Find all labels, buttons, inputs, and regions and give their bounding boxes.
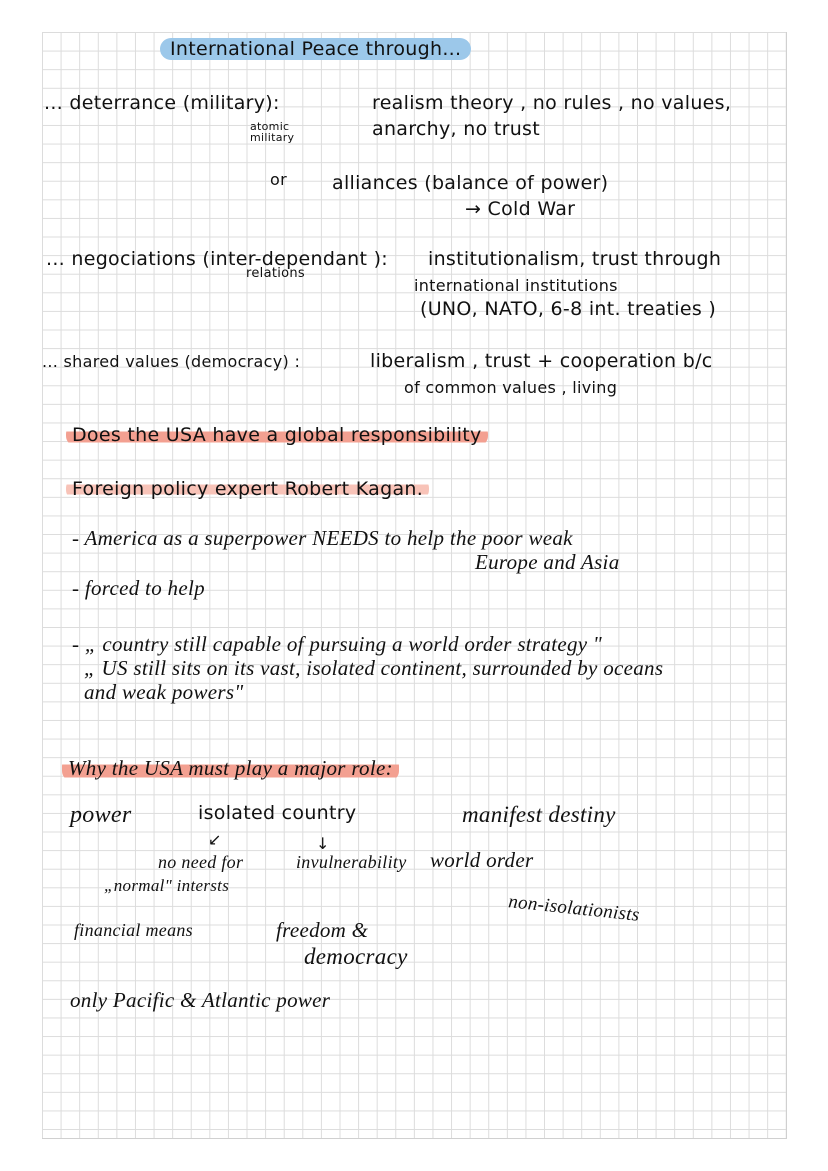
institutionalism-text: institutionalism, trust through — [428, 248, 722, 270]
manifest-destiny-text: manifest destiny — [462, 802, 616, 827]
section-heading-responsibility: Does the USA have a global responsibility — [66, 424, 488, 446]
realism-text: realism theory , no rules , no values, — [372, 92, 732, 114]
freedom-text: freedom & — [276, 918, 369, 942]
bullet-forced: - forced to help — [72, 576, 205, 600]
page-title: International Peace through... — [160, 38, 471, 60]
treaties-text: (UNO, NATO, 6-8 int. treaties ) — [420, 298, 717, 320]
bullet-superpower: - America as a superpower NEEDS to help the poor weak — [72, 526, 573, 550]
relations-note: relations — [246, 266, 306, 281]
power-text: power — [70, 802, 132, 828]
section-heading-major-role: Why the USA must play a major role: — [62, 756, 399, 781]
cold-war-text: → Cold War — [465, 198, 576, 220]
common-values-text: of common values , living — [404, 378, 618, 397]
or-text: or — [270, 170, 287, 189]
alliances-text: alliances (balance of power) — [332, 172, 609, 194]
pacific-atlantic-text: only Pacific & Atlantic power — [70, 988, 331, 1012]
bullet-quote: - „ country still capable of pursuing a world order strategy " — [72, 632, 603, 656]
democracy-text: democracy — [304, 944, 408, 969]
atomic-note: atomic — [250, 120, 290, 133]
deterrance-label: ... deterrance (military): — [44, 92, 280, 114]
arrow-down-icon: ↓ — [316, 834, 330, 853]
military-note: military — [250, 131, 295, 144]
shared-values-label: ... shared values (democracy) : — [42, 352, 301, 371]
anarchy-text: anarchy, no trust — [372, 118, 540, 140]
bullet-quote-line2: „ US still sits on its vast, isolated continent, surrounded by oceans — [84, 656, 664, 680]
bullet-superpower-cont: Europe and Asia — [475, 550, 620, 574]
international-institutions-text: international institutions — [414, 276, 618, 295]
negociations-label: ... negociations (inter-dependant ): — [46, 248, 388, 270]
arrow-icon: ↙ — [208, 830, 222, 849]
invulnerability-text: invulnerability — [296, 852, 407, 872]
no-need-text: no need for — [158, 852, 244, 872]
normal-interests-text: „normal" intersts — [104, 876, 230, 895]
bullet-quote-line3: and weak powers" — [84, 680, 244, 704]
liberalism-text: liberalism , trust + cooperation b/c — [370, 350, 713, 372]
non-isolationists-text: non-isolationists — [507, 891, 641, 926]
financial-means-text: financial means — [74, 920, 193, 940]
world-order-text: world order — [430, 848, 534, 872]
section-subheading-kagan: Foreign policy expert Robert Kagan. — [66, 478, 429, 500]
isolated-text: isolated country — [198, 802, 357, 824]
